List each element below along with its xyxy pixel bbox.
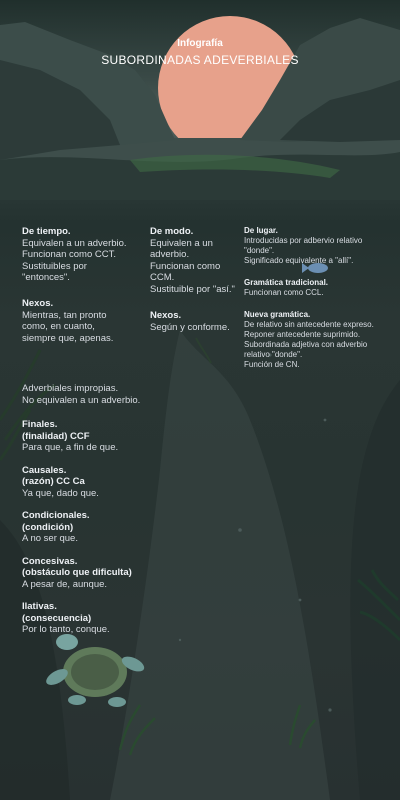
section-finales <box>22 419 222 454</box>
header-kicker: Infografía <box>177 38 223 49</box>
text-line: A pesar de, aunque. <box>22 578 108 590</box>
section-de-modo <box>150 226 242 295</box>
section-heading: Nexos. <box>150 310 182 321</box>
text-line: Equivalen a un <box>150 237 213 249</box>
text-line: Subordinada adjetiva con adverbio <box>244 340 368 349</box>
text-line: Por lo tanto, conque. <box>22 624 110 635</box>
section-subheading: (condición) <box>22 521 74 533</box>
section-heading: Causales. <box>22 464 67 476</box>
page-title: SUBORDINADAS ADEVERBIALES <box>101 53 299 67</box>
text-line: Introducidas por adbervio relativo <box>244 236 363 245</box>
text-line: "donde". <box>244 246 275 255</box>
section-heading: Finales. <box>22 419 58 430</box>
text-line: Ya que, dado que. <box>22 487 99 499</box>
section-adverbiales-impropias <box>22 383 222 406</box>
section-heading: Ilativas. <box>22 601 57 612</box>
section-subheading: (consecuencia) <box>22 612 92 624</box>
section-heading: De lugar. <box>244 226 278 235</box>
text-line: Funcionan como CCT. <box>22 249 116 260</box>
section-heading: De tiempo. <box>22 226 71 237</box>
text-line: A no ser que. <box>22 533 78 544</box>
text-line: Para que, a fin de que. <box>22 442 119 453</box>
section-heading: Nueva gramática. <box>244 310 311 319</box>
section-de-lugar <box>244 226 396 266</box>
section-heading: Concesivas. <box>22 555 78 567</box>
text-line: Significado equivalente a "allí". <box>244 256 354 265</box>
section-ilativas <box>22 601 222 636</box>
text-line: Mientras, tan pronto <box>22 309 107 321</box>
text-line: Adverbiales impropias. <box>22 383 119 394</box>
section-condicionales <box>22 510 222 545</box>
section-heading: De modo. <box>150 226 194 237</box>
section-de-tiempo <box>22 226 147 284</box>
section-heading: Condicionales. <box>22 510 90 521</box>
text-line: "entonces". <box>22 272 70 283</box>
text-line: No equivalen a un adverbio. <box>22 394 141 406</box>
section-nexos-modo <box>150 310 242 333</box>
text-line: Según y conforme. <box>150 321 230 333</box>
section-heading: Nexos. <box>22 298 54 309</box>
text-line: Función de CN. <box>244 360 300 369</box>
section-subheading: (razón) CC Ca <box>22 476 85 487</box>
text-line: Equivalen a un adverbio. <box>22 237 127 249</box>
section-concesivas <box>22 556 222 591</box>
text-line: como, en cuanto, <box>22 321 95 332</box>
text-line: Funcionan como <box>150 260 221 272</box>
section-nueva-gramatica <box>244 310 396 370</box>
text-line: Funcionan como CCL. <box>244 288 324 297</box>
lower-sections <box>22 383 222 647</box>
text-line: relativo "donde". <box>244 350 303 359</box>
text-line: adverbio. <box>150 249 190 260</box>
section-subheading: (finalidad) CCF <box>22 430 90 442</box>
section-subheading: (obstáculo que dificulta) <box>22 567 132 578</box>
text-line: CCM. <box>150 272 175 283</box>
text-line: Sustituible por "así." <box>150 283 235 295</box>
section-gramatica-tradicional <box>244 278 396 298</box>
section-nexos-tiempo <box>22 298 147 344</box>
text-line: De relativo sin antecedente expreso. <box>244 320 374 329</box>
text-line: Reponer antecedente suprimido. <box>244 330 361 339</box>
text-line: Sustituibles por <box>22 260 87 272</box>
text-line: siempre que, apenas. <box>22 332 114 344</box>
section-causales <box>22 465 222 500</box>
section-heading: Gramática tradicional. <box>244 278 329 287</box>
